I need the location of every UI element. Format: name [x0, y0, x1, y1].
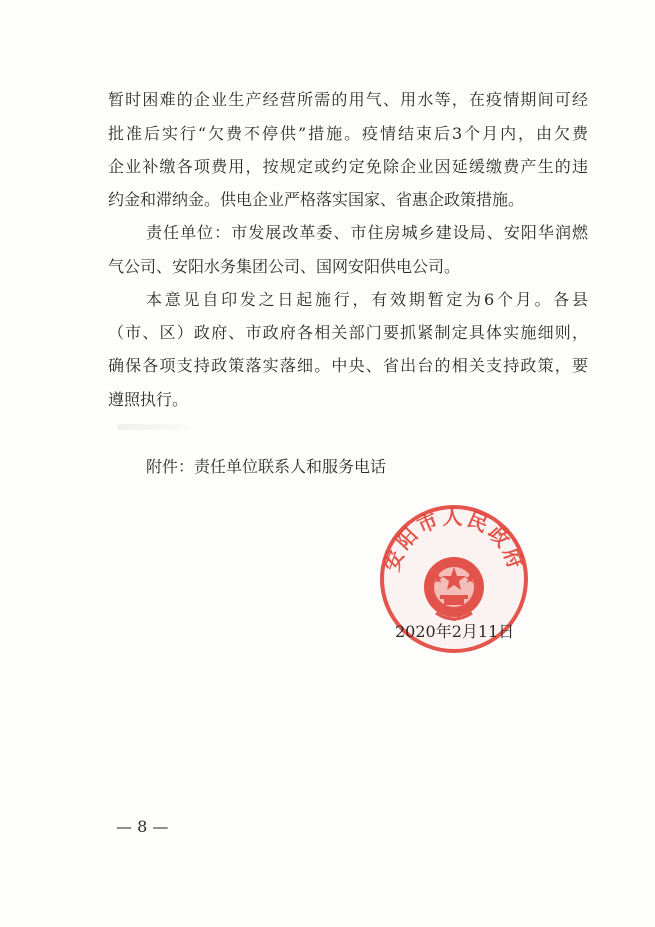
effective-line-2: （市、区）政府、市政府各相关部门要抓紧制定具体实施细则， — [108, 323, 588, 342]
body-line-1: 暂时困难的企业生产经营所需的用气、用水等，在疫情期间可经 — [108, 90, 588, 109]
effective-line-1: 本意见自印发之日起施行，有效期暂定为6个月。各县 — [146, 290, 588, 309]
scan-smudge — [118, 424, 188, 430]
body-line-2: 批准后实行“欠费不停供”措施。疫情结束后3个月内，由欠费 — [108, 124, 588, 143]
document-date: 2020年2月11日 — [395, 622, 515, 641]
effective-line-3: 确保各项支持政策落实落细。中央、省出台的相关支持政策，要 — [108, 356, 588, 375]
effective-line-4: 遵照执行。 — [108, 390, 189, 409]
seal-text: 安阳市人民政府 — [379, 505, 529, 575]
attachment-note: 附件：责任单位联系人和服务电话 — [146, 457, 387, 476]
responsible-units-line-1: 责任单位：市发展改革委、市住房城乡建设局、安阳华润燃 — [146, 223, 588, 242]
responsible-units-line-2: 气公司、安阳水务集团公司、国网安阳供电公司。 — [108, 257, 461, 276]
body-line-4: 约金和滞纳金。供电企业严格落实国家、省惠企政策措施。 — [108, 190, 525, 209]
page-number: — 8 — — [116, 817, 169, 836]
body-line-3: 企业补缴各项费用，按规定或约定免除企业因延缓缴费产生的违 — [108, 157, 588, 176]
